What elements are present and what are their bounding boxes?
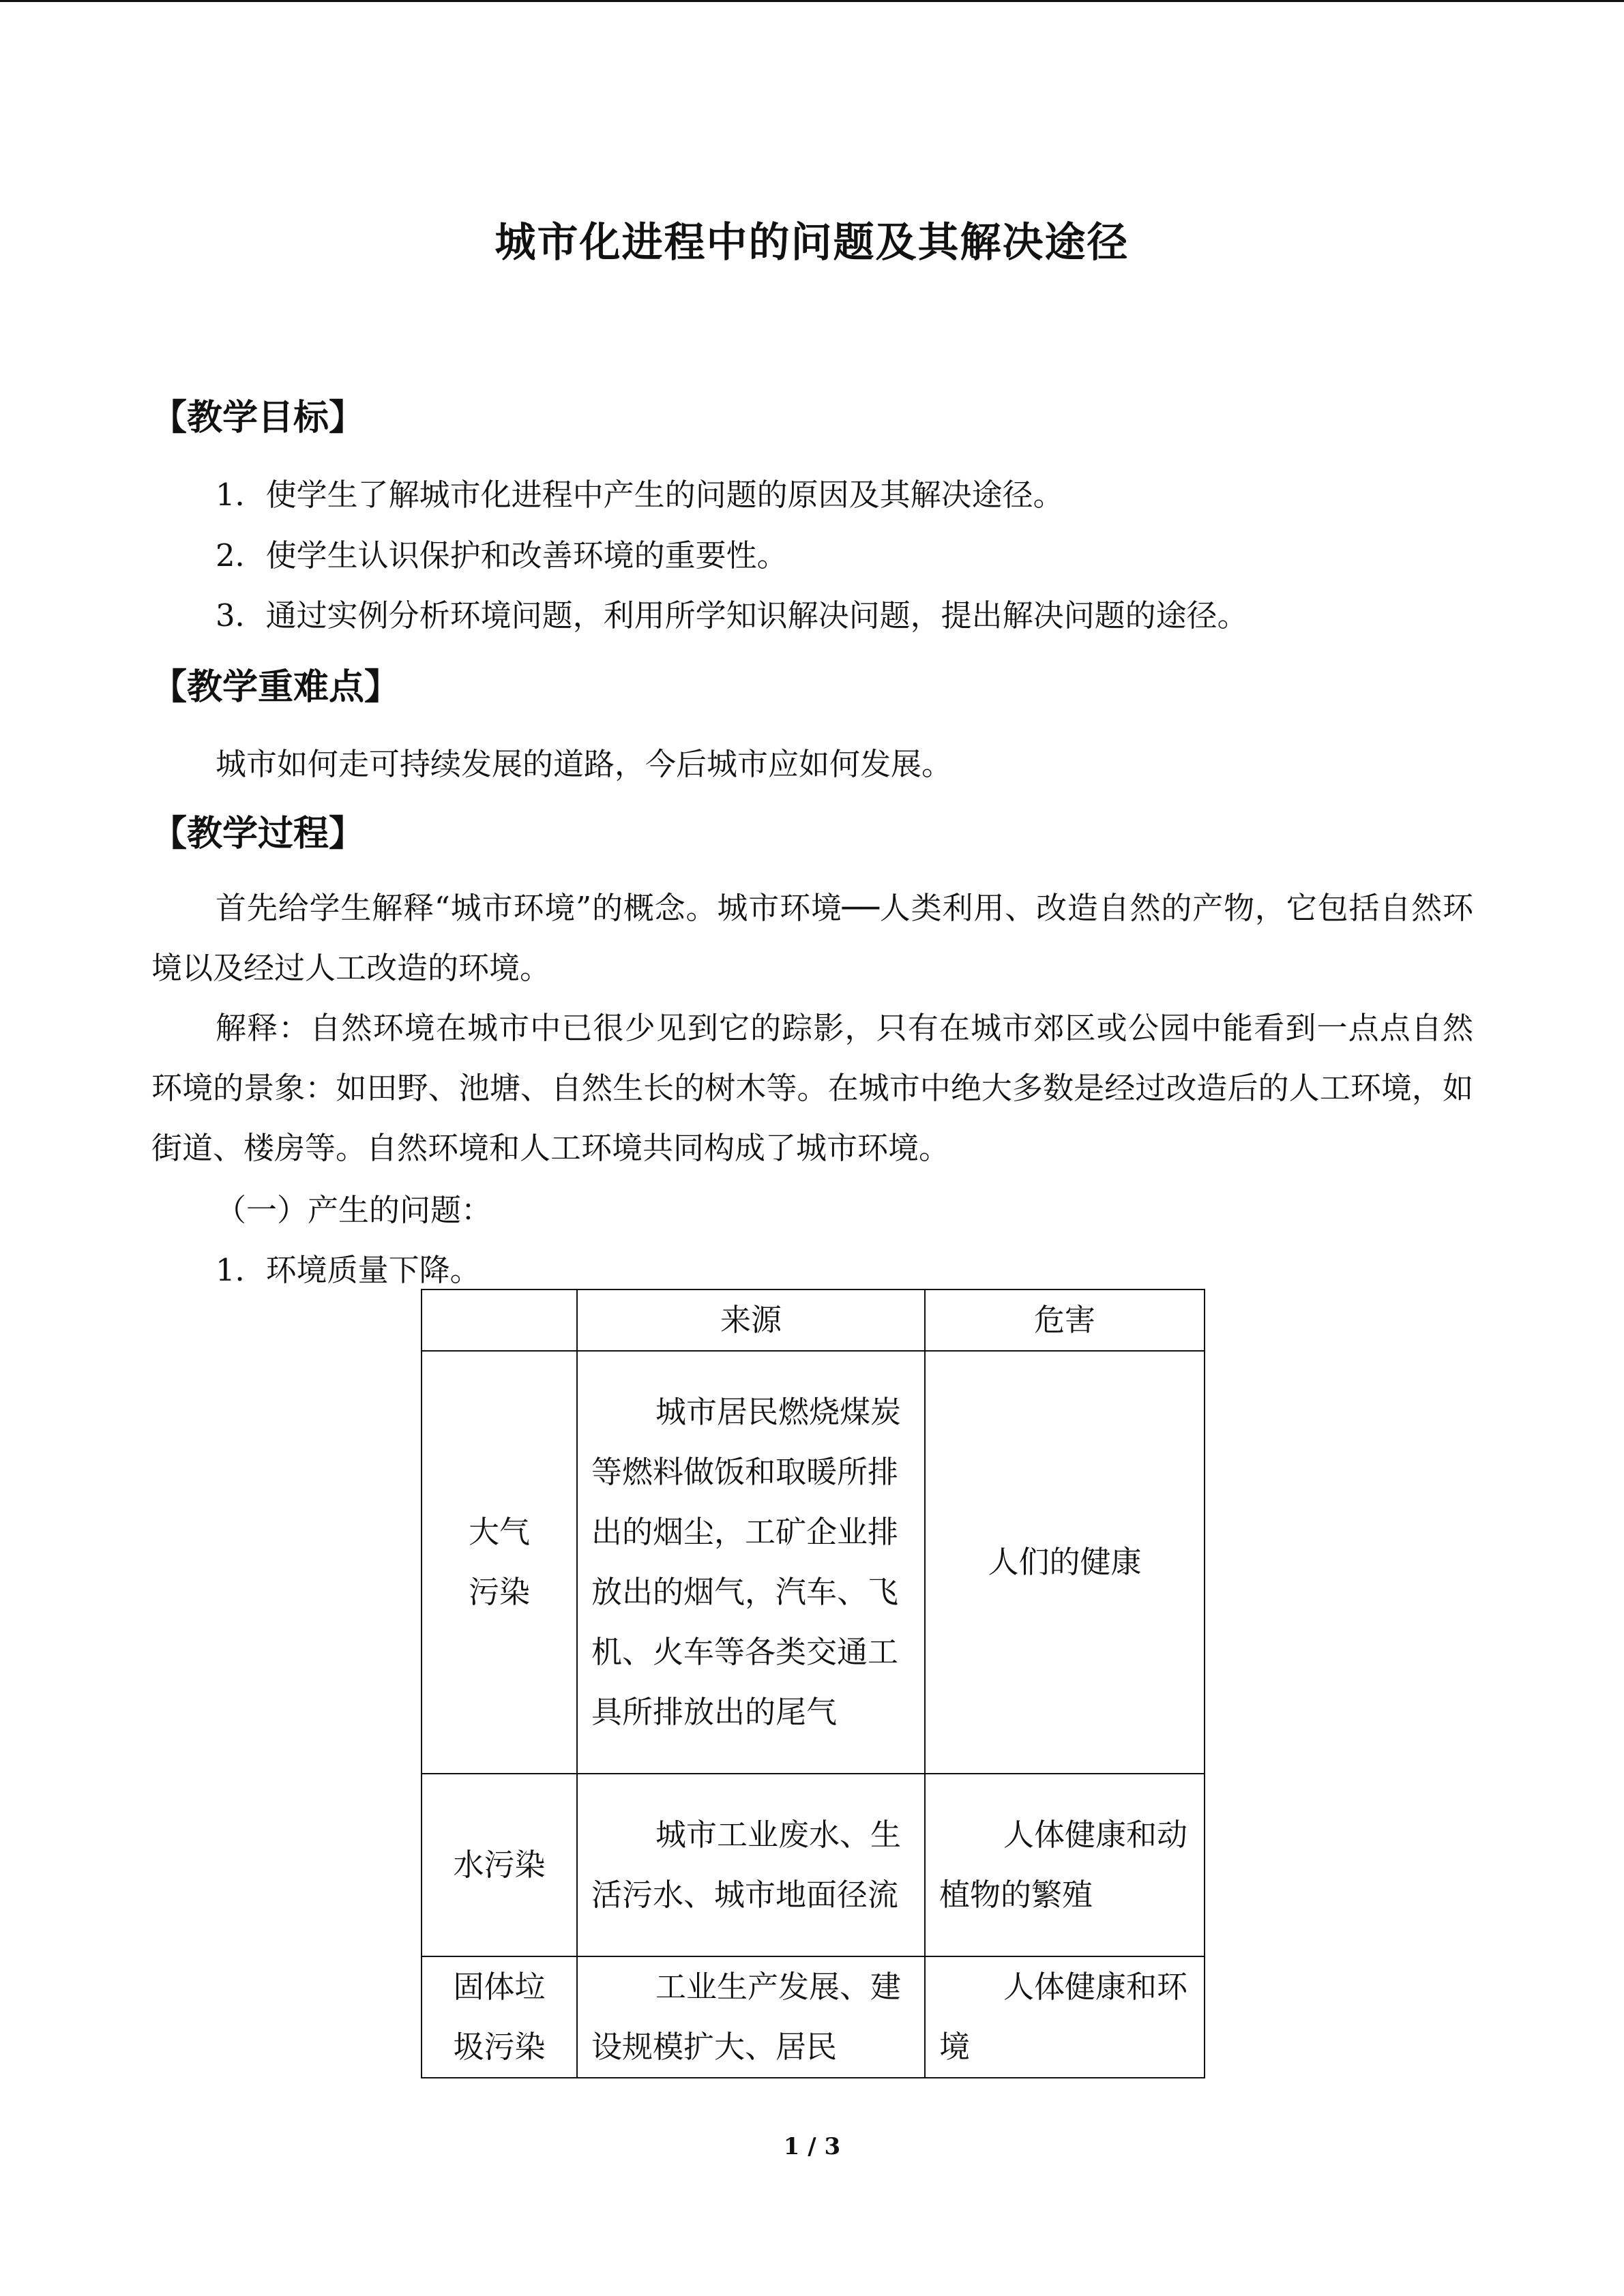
pollution-table (421, 1289, 1205, 2078)
heading-teaching-process: 【教学过程】 (151, 814, 365, 854)
table-row (422, 1956, 1205, 2078)
pollution-type (422, 1351, 577, 1774)
document-title: 城市化进程中的问题及其解决途径 (494, 219, 1130, 267)
heading-teaching-goals: 【教学目标】 (151, 398, 365, 438)
table-header-row (422, 1289, 1205, 1351)
goal-item-2: 2．使学生认识保护和改善环境的重要性。 (216, 537, 788, 573)
table-row (422, 1774, 1205, 1956)
pollution-type: 水污染 (422, 1774, 577, 1956)
table-header-cell: 来源 (577, 1289, 925, 1351)
pollution-type-text: 固体垃圾污染 (453, 1969, 546, 2065)
goal-item-1: 1．使学生了解城市化进程中产生的问题的原因及其解决途径。 (216, 477, 1064, 513)
pollution-harm: 人们的健康 (925, 1351, 1205, 1774)
pollution-source: 工业生产发展、建设规模扩大、居民 (577, 1956, 925, 2078)
table-row (422, 1351, 1205, 1774)
pollution-type-text: 大气污染 (468, 1514, 530, 1610)
pollution-source: 城市工业废水、生活污水、城市地面径流 (577, 1774, 925, 1956)
heading-key-points: 【教学重难点】 (151, 667, 400, 708)
process-paragraph-1: 首先给学生解释“城市环境”的概念。城市环境──人类利用、改造自然的产物，它包括自然环境以及经过人工改造的环境。 (151, 890, 1473, 986)
goal-item-3: 3．通过实例分析环境问题，利用所学知识解决问题，提出解决问题的途径。 (216, 597, 1248, 633)
key-points-text: 城市如何走可持续发展的道路，今后城市应如何发展。 (216, 746, 953, 782)
problem-item-1: 1．环境质量下降。 (216, 1252, 481, 1288)
page-number: 1 / 3 (783, 2133, 841, 2160)
pollution-harm: 人体健康和动植物的繁殖 (925, 1774, 1205, 1956)
process-paragraph-2: 解释：自然环境在城市中已很少见到它的踪影，只有在城市郊区或公园中能看到一点点自然环境的景象：如田野、池塘、自然生长的树木等。在城市中绝大多数是经过改造后的人工环境，如街道、楼房等。自然环境和人工环境共同构成了城市环境。 (151, 1010, 1473, 1166)
table-header-cell: 危害 (925, 1289, 1205, 1351)
top-border (0, 0, 1624, 2)
table-header-cell (422, 1289, 577, 1351)
pollution-source: 城市居民燃烧煤炭等燃料做饭和取暖所排出的烟尘，工矿企业排放出的烟气，汽车、飞机、火车等各类交通工具所排放出的尾气 (577, 1351, 925, 1774)
problems-heading: （一）产生的问题： (216, 1192, 492, 1228)
pollution-harm: 人体健康和环境 (925, 1956, 1205, 2078)
pollution-type (422, 1956, 577, 2078)
